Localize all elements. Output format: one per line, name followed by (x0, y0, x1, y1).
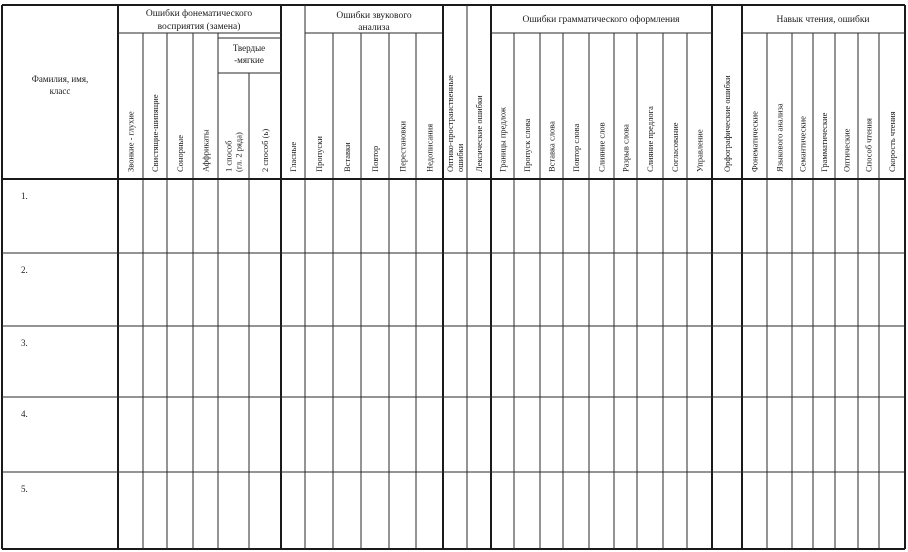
table-labels (21, 8, 897, 494)
column-header-12: Недописания (424, 123, 435, 172)
column-header-25: Фонематические (749, 111, 760, 172)
column-header-9: Вставки (342, 142, 352, 172)
column-header-10: Повтор (370, 145, 380, 172)
sound-group-title-1: Ошибки звукового (336, 11, 412, 21)
column-header-5: 1 способ (223, 140, 234, 172)
name-header-line-1: Фамилия, имя, (31, 74, 89, 84)
column-header-18: Повтор слова (571, 123, 581, 172)
column-header-29: Оптические (841, 128, 852, 172)
column-header-5-line-2: (гл. 2 ряда) (233, 132, 244, 172)
hard-soft-title-2: -мягкие (234, 55, 264, 65)
column-header-19: Слияние слов (596, 122, 607, 172)
column-header-26: Языкового анализа (774, 103, 785, 172)
column-header-21: Слияние предлога (645, 106, 655, 172)
name-header-line-2: класс (49, 86, 71, 96)
column-header-4: Аффрикаты (200, 129, 211, 172)
column-header-11: Перестановки (397, 121, 408, 172)
column-header-6: 2 способ (ь) (260, 128, 270, 172)
column-header-3: Сонорные (175, 134, 185, 172)
column-header-2: Свистящие-шипящие (150, 94, 160, 172)
hard-soft-title-1: Твердые (232, 43, 266, 53)
column-header-13: Оптико-пространственные (445, 75, 455, 172)
phonemic-group-title-2: восприятия (замена) (157, 22, 241, 32)
column-header-7: Гласные (288, 141, 298, 172)
row-number-2: 2. (21, 265, 28, 275)
reading-group-title: Навык чтения, ошибки (776, 15, 870, 25)
column-header-15: Границы предлож (497, 107, 508, 172)
column-header-16: Пропуск слова (522, 118, 532, 172)
phonemic-group-title-1: Ошибки фонематического (145, 9, 253, 19)
column-header-28: Грамматические (819, 112, 829, 172)
column-header-20: Разрыв слова (620, 124, 631, 172)
row-number-3: 3. (21, 338, 28, 348)
column-header-1: Звонкие - глухие (125, 111, 136, 172)
column-header-22: Согласование (670, 122, 680, 172)
sound-group-title-2: анализа (358, 23, 390, 33)
column-header-30: Способ чтения (863, 118, 874, 172)
row-number-5: 5. (21, 484, 28, 494)
column-header-24: Орфографические ошибки (722, 75, 732, 172)
column-header-31: Скорость чтения (887, 111, 897, 172)
column-header-13-line-2: ошибки (455, 143, 465, 172)
grammar-group-title: Ошибки грамматического оформления (522, 15, 680, 25)
row-number-4: 4. (21, 409, 28, 419)
column-header-8: Пропуски (314, 136, 324, 172)
column-header-23: Управление (694, 129, 705, 172)
row-number-1: 1. (21, 191, 28, 201)
column-header-17: Вставка слова (546, 121, 557, 172)
column-header-14: Лексические ошибки (474, 95, 484, 172)
column-header-27: Семантические (797, 116, 808, 172)
